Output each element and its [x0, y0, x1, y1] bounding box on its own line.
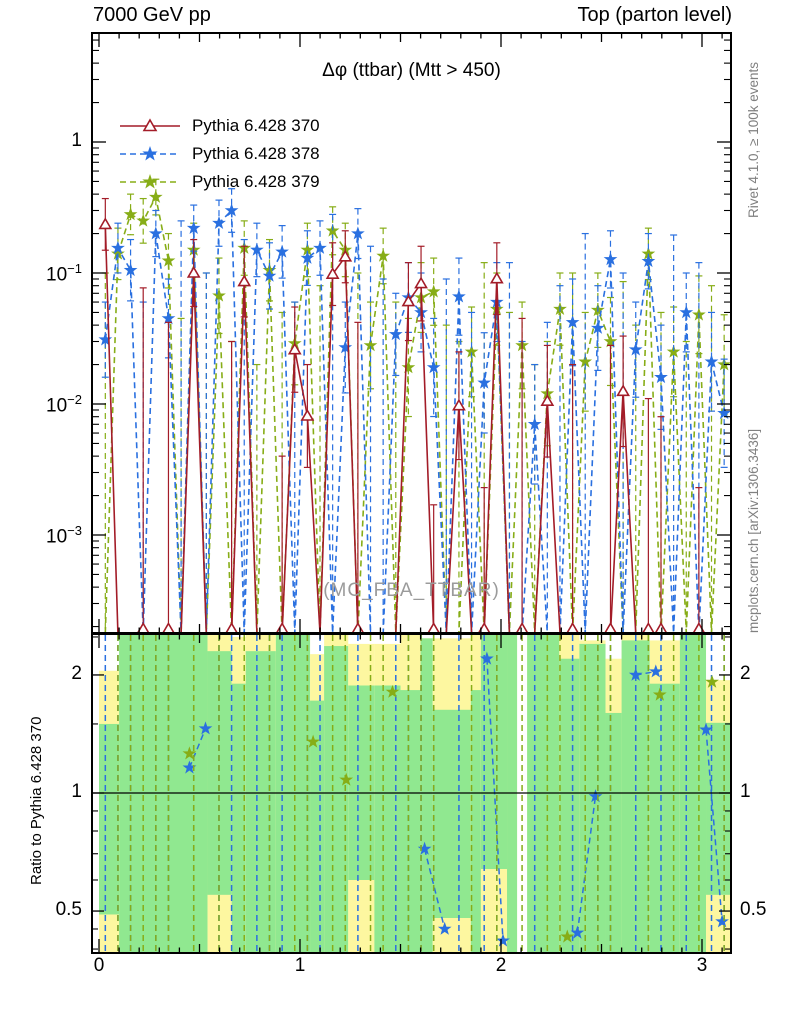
ratio-band-inner: [401, 690, 421, 953]
x-tick-label: 3: [696, 955, 708, 976]
triangle-marker: [542, 396, 553, 406]
legend-item: [118, 112, 320, 140]
ratio-tick-label-right: 2: [740, 662, 751, 684]
legend-key-star: [118, 145, 182, 163]
series-line: [105, 224, 724, 633]
legend-label: Pythia 6.428 378: [192, 144, 320, 163]
ratio-axis-label: Ratio to Pythia 6.428 370: [28, 716, 45, 885]
ratio-band-inner: [246, 651, 276, 953]
y-tick-label: $10^{-3}$: [46, 523, 82, 548]
watermark: (MC_FBA_TTBAR): [323, 580, 500, 601]
triangle-marker: [428, 624, 439, 634]
triangle-marker: [416, 278, 427, 288]
triangle-marker: [277, 624, 288, 634]
ratio-band-inner: [706, 723, 731, 895]
triangle-marker: [100, 219, 111, 229]
triangle-marker: [352, 624, 363, 634]
ratio-band-inner: [99, 724, 119, 915]
legend-label: Pythia 6.428 379: [192, 172, 320, 191]
triangle-marker: [340, 251, 351, 260]
ratio-band-inner: [559, 659, 579, 953]
y-tick-label: $10^{-1}$: [46, 261, 82, 286]
y-tick-label: 1: [71, 130, 82, 151]
triangle-marker: [605, 624, 616, 634]
ratio-band-inner: [433, 710, 471, 918]
triangle-marker: [618, 386, 629, 396]
triangle-marker: [163, 624, 174, 634]
triangle-marker: [239, 276, 250, 286]
legend-label: Pythia 6.428 370: [192, 116, 320, 135]
triangle-marker: [188, 268, 199, 278]
triangle-marker: [643, 624, 654, 634]
triangle-marker: [491, 273, 502, 283]
triangle-marker: [655, 624, 666, 634]
ratio-tick-label-left: 2: [71, 662, 82, 684]
plot-title: Δφ (ttbar) (Mtt > 450): [322, 60, 501, 81]
mcplots-credit-label: mcplots.cern.ch [arXiv:1306.3436]: [746, 428, 761, 633]
ratio-tick-label-left: 1: [71, 781, 82, 802]
ratio-band-inner: [471, 690, 481, 953]
x-tick-label: 0: [93, 955, 105, 976]
triangle-marker: [693, 624, 704, 634]
legend-item: [118, 168, 320, 196]
y-tick-label: $10^{-2}$: [46, 392, 82, 417]
x-tick-label: 2: [495, 955, 507, 976]
triangle-marker: [302, 410, 313, 420]
ratio-tick-label-right: 1: [740, 781, 751, 802]
rivet-version-label: Rivet 4.1.0, ≥ 100k events: [746, 62, 761, 218]
legend-key-triangle: [118, 117, 182, 135]
triangle-marker: [226, 624, 237, 634]
legend: [118, 112, 320, 196]
ratio-band-inner: [374, 685, 400, 953]
ratio-tick-label-right: 0.5: [740, 899, 767, 921]
legend-item: [118, 140, 320, 168]
ratio-tick-label-left: 0.5: [55, 899, 82, 921]
legend-key-star: [118, 173, 182, 191]
triangle-marker: [517, 624, 528, 634]
ratio-band-inner: [421, 638, 433, 953]
star-marker: [213, 217, 224, 228]
triangle-marker: [567, 624, 578, 634]
process-label: Top (parton level): [577, 4, 732, 26]
ratio-band-inner: [650, 684, 680, 953]
beam-energy-label: 7000 GeV pp: [93, 4, 211, 26]
ratio-band-inner: [606, 713, 622, 953]
x-tick-label: 1: [294, 955, 306, 976]
